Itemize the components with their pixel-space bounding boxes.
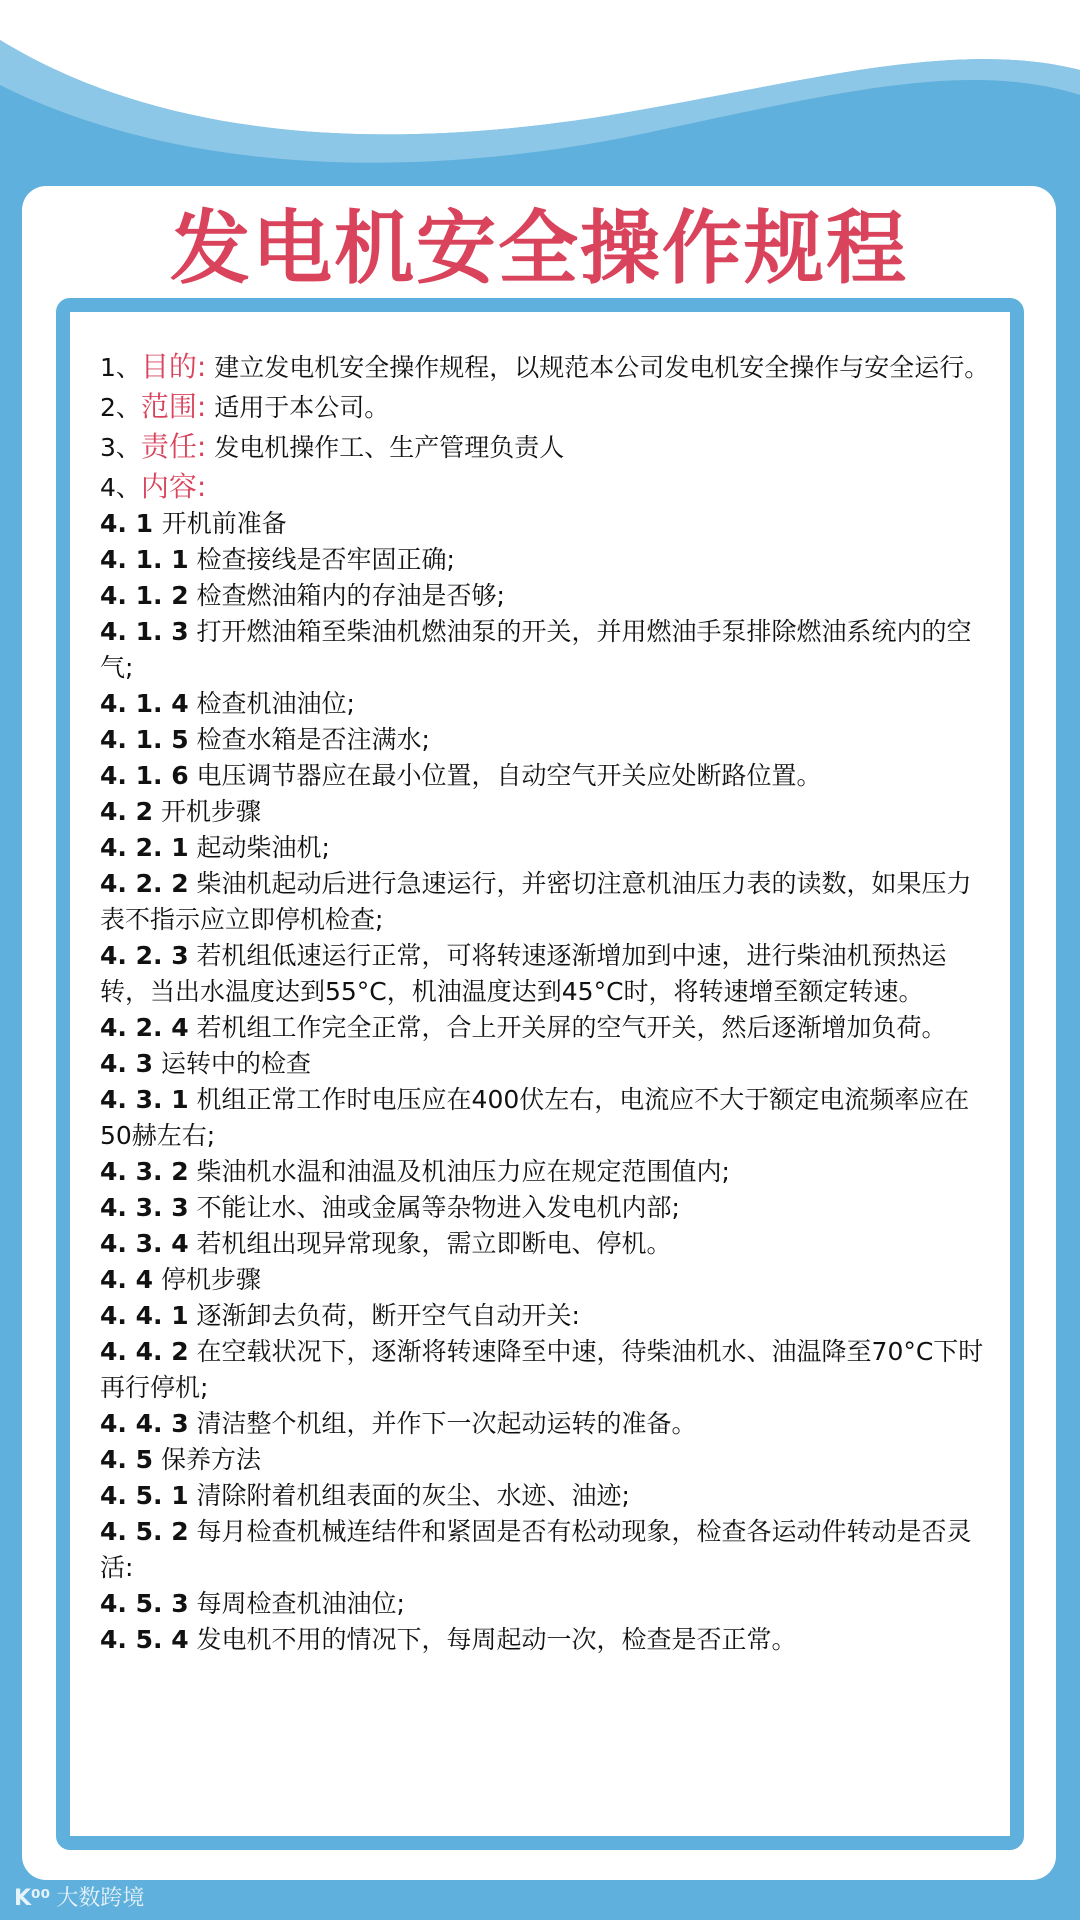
item-number: 4. 1. 2 xyxy=(100,581,189,610)
section-keyword: 内容: xyxy=(140,470,207,503)
item-number: 2、 xyxy=(100,393,141,422)
procedure-line xyxy=(100,1514,990,1586)
item-text: 打开燃油箱至柴油机燃油泵的开关，并用燃油手泵排除燃油系统内的空气; xyxy=(100,617,972,682)
procedure-line xyxy=(100,1262,990,1298)
header-wave-decoration xyxy=(0,0,1080,200)
procedure-line xyxy=(100,1082,990,1154)
watermark xyxy=(14,1884,144,1914)
procedure-line xyxy=(100,1442,990,1478)
item-number: 4. 1. 6 xyxy=(100,761,189,790)
item-number: 4. 2. 2 xyxy=(100,869,189,898)
procedure-line xyxy=(100,1478,990,1514)
procedure-line xyxy=(100,1226,990,1262)
item-number: 4. 2. 1 xyxy=(100,833,189,862)
item-number: 4. 3 xyxy=(100,1049,153,1078)
item-text: 检查接线是否牢固正确; xyxy=(188,545,455,574)
section-keyword: 责任: xyxy=(140,430,207,463)
page-title: 发电机安全操作规程 xyxy=(170,202,908,295)
item-number: 4. 5 xyxy=(100,1445,153,1474)
item-text: 起动柴油机; xyxy=(188,833,330,862)
procedure-line xyxy=(100,506,990,542)
item-number: 4. 1. 1 xyxy=(100,545,189,574)
watermark-text: 大数跨境 xyxy=(56,1886,145,1911)
procedure-line xyxy=(100,614,990,686)
item-text: 不能让水、油或金属等杂物进入发电机内部; xyxy=(188,1193,680,1222)
item-number: 4. 1 xyxy=(100,509,162,538)
item-number: 4、 xyxy=(100,473,141,502)
section-keyword: 目的: xyxy=(140,350,207,383)
watermark-logo: K⁰⁰ xyxy=(14,1886,51,1911)
item-number: 4. 5. 1 xyxy=(100,1481,189,1510)
item-number: 4. 3. 2 xyxy=(100,1157,189,1186)
procedure-line xyxy=(100,1010,990,1046)
item-number: 4. 4. 2 xyxy=(100,1337,189,1366)
procedure-line xyxy=(100,866,990,938)
item-number: 4. 2. 3 xyxy=(100,941,189,970)
procedure-line xyxy=(100,938,990,1010)
item-text: 建立发电机安全操作规程，以规范本公司发电机安全操作与安全运行。 xyxy=(206,353,990,382)
procedure-line xyxy=(100,686,990,722)
item-text: 每周检查机油油位; xyxy=(188,1589,405,1618)
item-text: 柴油机起动后进行急速运行，并密切注意机油压力表的读数，如果压力表不指示应立即停机检查; xyxy=(100,869,972,934)
procedure-line xyxy=(100,830,990,866)
procedure-line xyxy=(100,1334,990,1406)
item-number: 1、 xyxy=(100,353,141,382)
procedure-line xyxy=(100,758,990,794)
item-number: 4. 1. 5 xyxy=(100,725,189,754)
item-text: 检查燃油箱内的存油是否够; xyxy=(188,581,505,610)
item-text: 电压调节器应在最小位置，自动空气开关应处断路位置。 xyxy=(188,761,822,790)
item-number: 4. 4 xyxy=(100,1265,153,1294)
item-text: 停机步骤 xyxy=(153,1265,261,1294)
item-text: 开机步骤 xyxy=(153,797,261,826)
item-text: 若机组低速运行正常，可将转速逐渐增加到中速，进行柴油机预热运转，当出水温度达到55°C，机油温度达到45°C时，将转速增至额定转速。 xyxy=(100,941,947,1006)
item-number: 3、 xyxy=(100,433,141,462)
item-number: 4. 2 xyxy=(100,797,153,826)
procedure-line xyxy=(100,542,990,578)
item-text: 发电机不用的情况下，每周起动一次，检查是否正常。 xyxy=(188,1625,797,1654)
item-text: 发电机操作工、生产管理负责人 xyxy=(206,433,565,462)
item-text: 清除附着机组表面的灰尘、水迹、油迹; xyxy=(188,1481,630,1510)
item-text: 检查水箱是否注满水; xyxy=(188,725,430,754)
procedure-line xyxy=(100,429,990,466)
item-text: 若机组工作完全正常，合上开关屏的空气开关，然后逐渐增加负荷。 xyxy=(188,1013,947,1042)
item-number: 4. 3. 1 xyxy=(100,1085,189,1114)
item-number: 4. 2. 4 xyxy=(100,1013,189,1042)
procedure-line xyxy=(100,1298,990,1334)
procedure-line xyxy=(100,469,990,506)
procedure-line xyxy=(100,1622,990,1658)
item-number: 4. 5. 2 xyxy=(100,1517,189,1546)
procedure-line xyxy=(100,794,990,830)
item-text: 运转中的检查 xyxy=(153,1049,311,1078)
procedure-line xyxy=(100,1046,990,1082)
procedure-line xyxy=(100,578,990,614)
procedure-line xyxy=(100,349,990,386)
item-number: 4. 1. 4 xyxy=(100,689,189,718)
item-number: 4. 3. 3 xyxy=(100,1193,189,1222)
item-text: 机组正常工作时电压应在400伏左右，电流应不大于额定电流频率应在50赫左右; xyxy=(100,1085,970,1150)
content-frame xyxy=(56,298,1024,1850)
item-text: 柴油机水温和油温及机油压力应在规定范围值内; xyxy=(188,1157,730,1186)
item-text: 每月检查机械连结件和紧固是否有松动现象，检查各运动件转动是否灵活: xyxy=(100,1517,972,1582)
item-text: 检查机油油位; xyxy=(188,689,355,718)
item-number: 4. 5. 3 xyxy=(100,1589,189,1618)
procedure-list xyxy=(100,346,990,1658)
item-number: 4. 3. 4 xyxy=(100,1229,189,1258)
item-number: 4. 1. 3 xyxy=(100,617,189,646)
procedure-line xyxy=(100,389,990,426)
item-text: 清洁整个机组，并作下一次起动运转的准备。 xyxy=(188,1409,697,1438)
item-number: 4. 5. 4 xyxy=(100,1625,189,1654)
item-text: 开机前准备 xyxy=(161,509,287,538)
item-number: 4. 4. 1 xyxy=(100,1301,189,1330)
item-text: 逐渐卸去负荷，断开空气自动开关: xyxy=(188,1301,580,1330)
procedure-line xyxy=(100,722,990,758)
procedure-line xyxy=(100,1154,990,1190)
procedure-line xyxy=(100,1190,990,1226)
item-text: 保养方法 xyxy=(153,1445,261,1474)
procedure-line xyxy=(100,1586,990,1622)
section-keyword: 范围: xyxy=(140,390,207,423)
item-text: 若机组出现异常现象，需立即断电、停机。 xyxy=(188,1229,672,1258)
item-text: 在空载状况下，逐渐将转速降至中速，待柴油机水、油温降至70°C下时再行停机; xyxy=(100,1337,984,1402)
item-text: 适用于本公司。 xyxy=(206,393,390,422)
item-number: 4. 4. 3 xyxy=(100,1409,189,1438)
poster-card xyxy=(22,186,1056,1880)
procedure-line xyxy=(100,1406,990,1442)
